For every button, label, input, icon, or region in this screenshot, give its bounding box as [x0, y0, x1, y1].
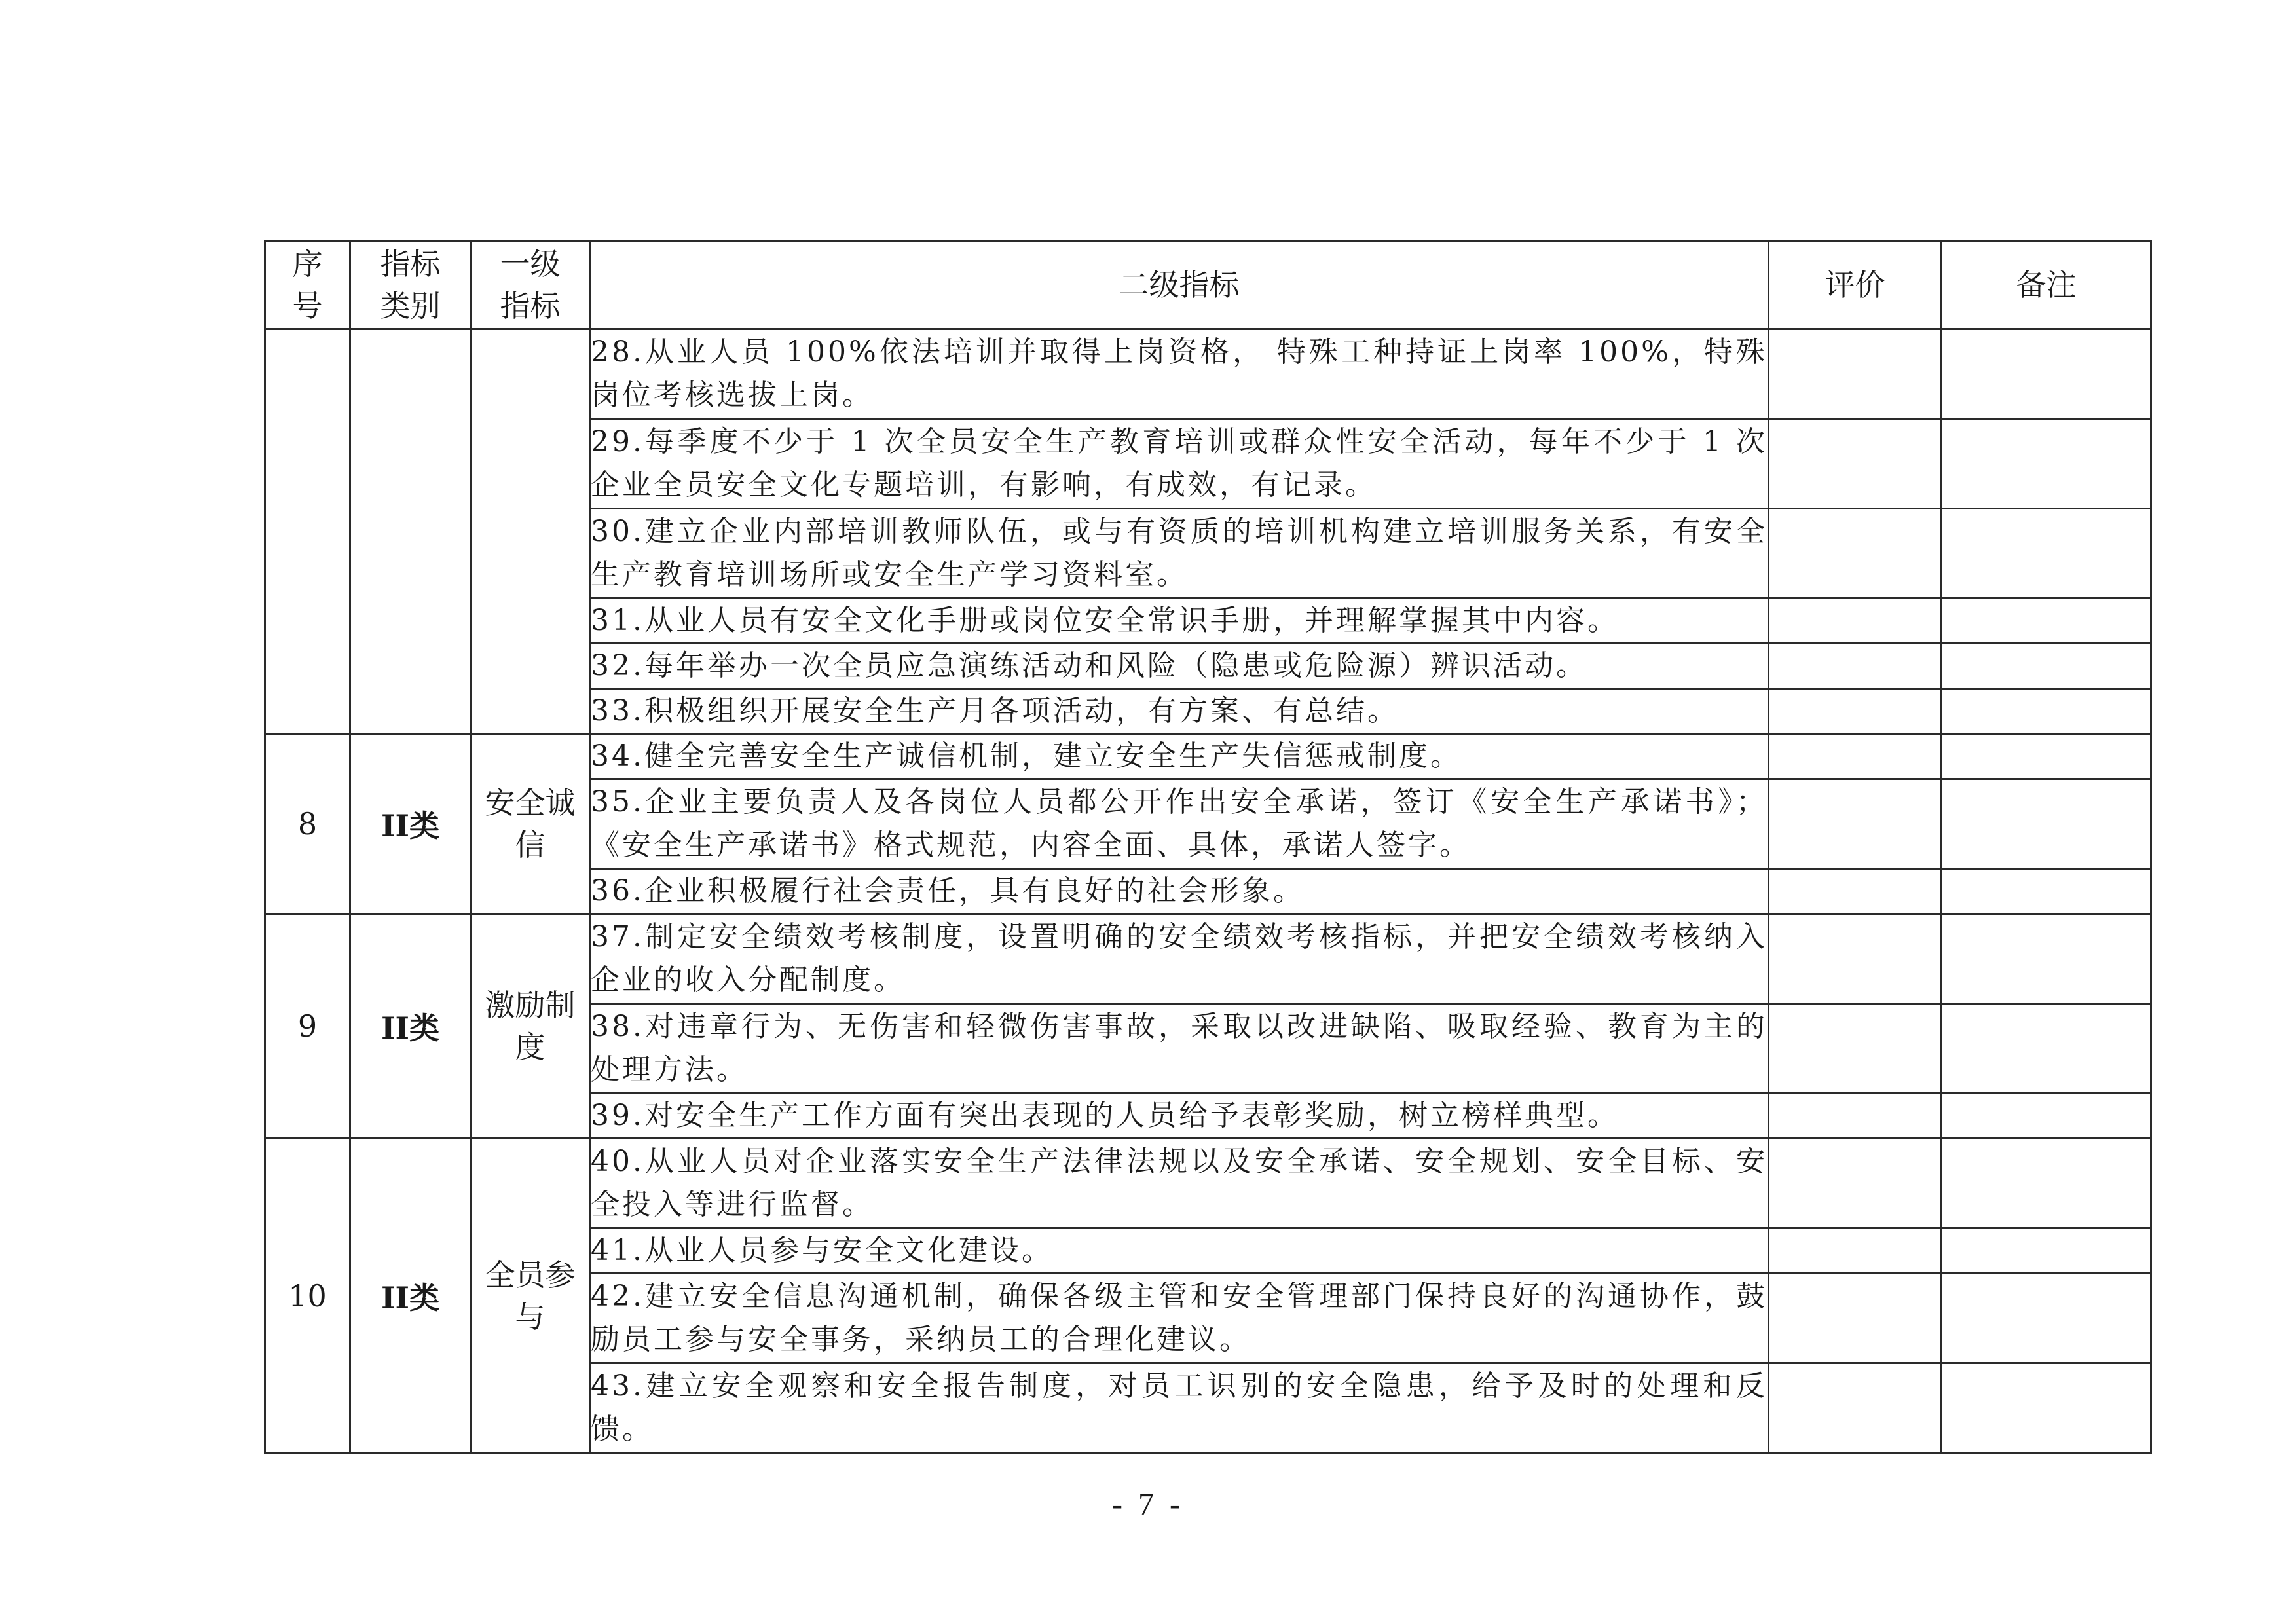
level2-item: 28.从业人员 100%依法培训并取得上岗资格， 特殊工种持证上岗率 100%，特殊岗位考核选拔上岗。	[590, 329, 1769, 419]
header-category-line-2: 类别	[380, 288, 441, 323]
header-category	[350, 241, 471, 329]
group-category-cell	[350, 329, 471, 734]
evaluation-cell	[1769, 734, 1942, 779]
evaluation-cell	[1769, 1094, 1942, 1139]
evaluation-cell	[1769, 1004, 1942, 1094]
level2-item: 29.每季度不少于 1 次全员安全生产教育培训或群众性安全活动，每年不少于 1 次企业全员安全文化专题培训，有影响，有成效，有记录。	[590, 419, 1769, 509]
table-row	[265, 1139, 2151, 1228]
remarks-cell	[1942, 419, 2151, 509]
remarks-cell	[1942, 329, 2151, 419]
evaluation-cell	[1769, 1363, 1942, 1453]
evaluation-cell	[1769, 1139, 1942, 1228]
remarks-cell	[1942, 869, 2151, 914]
remarks-cell	[1942, 1274, 2151, 1363]
group-category-cell: II类	[350, 914, 471, 1139]
header-level1-line-2: 指标	[500, 288, 561, 323]
level2-item: 33.积极组织开展安全生产月各项活动，有方案、有总结。	[590, 689, 1769, 734]
group-level1-cell: 全员参与	[471, 1139, 590, 1453]
evaluation-cell	[1769, 1228, 1942, 1274]
level2-item: 34.健全完善安全生产诚信机制，建立安全生产失信惩戒制度。	[590, 734, 1769, 779]
header-level1-line-1: 一级	[500, 246, 561, 282]
group-category-cell: II类	[350, 1139, 471, 1453]
group-index-cell: 9	[265, 914, 350, 1139]
group-level1-cell: 安全诚信	[471, 734, 590, 914]
header-index-line-1: 序	[292, 246, 323, 282]
group-index-cell	[265, 329, 350, 734]
level2-item: 41.从业人员参与安全文化建设。	[590, 1228, 1769, 1274]
remarks-cell	[1942, 599, 2151, 644]
evaluation-cell	[1769, 329, 1942, 419]
level2-item: 37.制定安全绩效考核制度，设置明确的安全绩效考核指标，并把安全绩效考核纳入企业的收入分配制度。	[590, 914, 1769, 1004]
group-index-cell: 10	[265, 1139, 350, 1453]
remarks-cell	[1942, 509, 2151, 599]
evaluation-table	[264, 240, 2152, 1454]
level2-item: 43.建立安全观察和安全报告制度，对员工识别的安全隐患，给予及时的处理和反馈。	[590, 1363, 1769, 1453]
evaluation-cell	[1769, 1274, 1942, 1363]
evaluation-cell	[1769, 419, 1942, 509]
header-index	[265, 241, 350, 329]
header-category-line-1: 指标	[380, 246, 441, 282]
header-level2: 二级指标	[590, 241, 1769, 329]
group-level1-cell: 激励制度	[471, 914, 590, 1139]
header-remarks: 备注	[1942, 241, 2151, 329]
evaluation-cell	[1769, 869, 1942, 914]
level2-item: 42.建立安全信息沟通机制，确保各级主管和安全管理部门保持良好的沟通协作，鼓励员工参与安全事务，采纳员工的合理化建议。	[590, 1274, 1769, 1363]
remarks-cell	[1942, 1228, 2151, 1274]
level2-item: 31.从业人员有安全文化手册或岗位安全常识手册，并理解掌握其中内容。	[590, 599, 1769, 644]
level2-item: 30.建立企业内部培训教师队伍，或与有资质的培训机构建立培训服务关系，有安全生产教育培训场所或安全生产学习资料室。	[590, 509, 1769, 599]
evaluation-cell	[1769, 689, 1942, 734]
header-index-line-2: 号	[292, 288, 323, 323]
level2-item: 38.对违章行为、无伤害和轻微伤害事故，采取以改进缺陷、吸取经验、教育为主的处理方法。	[590, 1004, 1769, 1094]
header-level1	[471, 241, 590, 329]
group-index-cell: 8	[265, 734, 350, 914]
evaluation-cell	[1769, 914, 1942, 1004]
remarks-cell	[1942, 1094, 2151, 1139]
evaluation-cell	[1769, 509, 1942, 599]
remarks-cell	[1942, 644, 2151, 689]
table-row	[265, 329, 2151, 419]
remarks-cell	[1942, 779, 2151, 869]
remarks-cell	[1942, 1139, 2151, 1228]
level2-item: 35.企业主要负责人及各岗位人员都公开作出安全承诺，签订《安全生产承诺书》；《安全生产承诺书》格式规范，内容全面、具体，承诺人签字。	[590, 779, 1769, 869]
level2-item: 36.企业积极履行社会责任，具有良好的社会形象。	[590, 869, 1769, 914]
group-level1-cell	[471, 329, 590, 734]
remarks-cell	[1942, 689, 2151, 734]
level2-item: 39.对安全生产工作方面有突出表现的人员给予表彰奖励，树立榜样典型。	[590, 1094, 1769, 1139]
table-row	[265, 734, 2151, 779]
remarks-cell	[1942, 1363, 2151, 1453]
table-row	[265, 914, 2151, 1004]
evaluation-cell	[1769, 644, 1942, 689]
level2-item: 32.每年举办一次全员应急演练活动和风险（隐患或危险源）辨识活动。	[590, 644, 1769, 689]
evaluation-cell	[1769, 599, 1942, 644]
header-row	[265, 241, 2151, 329]
group-category-cell: II类	[350, 734, 471, 914]
header-evaluation: 评价	[1769, 241, 1942, 329]
page-number: - 7 -	[1112, 1487, 1184, 1522]
level2-item: 40.从业人员对企业落实安全生产法律法规以及安全承诺、安全规划、安全目标、安全投入等进行监督。	[590, 1139, 1769, 1228]
remarks-cell	[1942, 914, 2151, 1004]
remarks-cell	[1942, 734, 2151, 779]
remarks-cell	[1942, 1004, 2151, 1094]
evaluation-cell	[1769, 779, 1942, 869]
